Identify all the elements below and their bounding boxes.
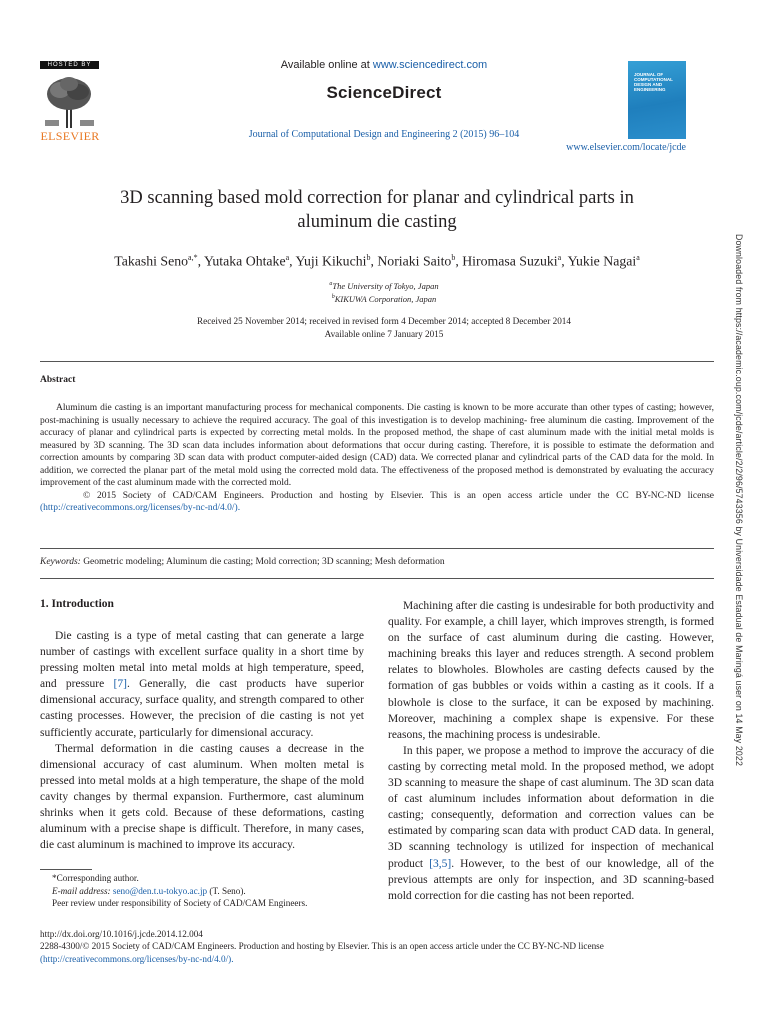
title-line-2: aluminum die casting — [297, 212, 457, 232]
author-affiliation-mark: a — [636, 253, 640, 262]
author-name[interactable]: Yukie Nagai — [567, 253, 637, 269]
copyright-text: © 2015 Society of CAD/CAM Engineers. Production and hosting by Elsevier. This is an open access article under the CC BY-NC-ND license — [83, 490, 715, 501]
affiliation-b — [0, 294, 768, 304]
author-list: Takashi Seno$^{a,*}$, Yutaka Ohtake$^a$, Yuji Kikuchi$^b$, Noriaki Saito$^b$, Hiromasa Suzuki$^a$, Yukie Nagai$^a$ — [114, 253, 640, 269]
divider-keywords — [40, 578, 714, 579]
paragraph — [388, 743, 714, 904]
reference-link[interactable]: [3,5] — [429, 857, 452, 870]
affiliation-text: The University of Tokyo, Japan — [332, 281, 439, 291]
author-affiliation-mark: a — [285, 253, 290, 262]
author-name[interactable]: Hiromasa Suzuki — [462, 253, 558, 269]
section-heading-introduction: 1. Introduction — [40, 598, 114, 610]
publisher-wordmark: ELSEVIER — [40, 129, 100, 143]
journal-citation: Journal of Computational Design and Engineering 2 (2015) 96–104 — [248, 129, 520, 140]
title-line-1: 3D scanning based mold correction for planar and cylindrical parts in — [120, 188, 634, 208]
text: In this paper, we propose a method to improve the accuracy of die casting by correcting metal mold. In the proposed method, we adopt 3D scanning to measure the shape of cast aluminum. The 3D scan data of cast aluminum includes information about deformation in die casting; consequently, deformation and correction values can be estimated by comparing scan data with product CAD data. In general, 3D scanning technology is utilized for inspection of mechanical product — [388, 744, 714, 870]
license-link[interactable]: (http://creativecommons.org/licenses/by-nc-nd/4.0/). — [40, 503, 241, 513]
download-watermark — [730, 200, 748, 800]
keywords — [40, 557, 714, 567]
article-title — [40, 186, 714, 234]
affiliation-mark: a — [329, 281, 333, 288]
affiliation-text: KIKUWA Corporation, Japan — [334, 294, 437, 304]
text: . Generally, die cast products have superior dimensional accuracy, surface quality, and strength compared to other casting processes. However, the precision of die casting is not yet sufficiently accurate, particularly for dimensional accuracy. — [40, 678, 364, 739]
divider-abstract — [40, 548, 714, 549]
download-watermark-text: Downloaded from https://academic.oup.com/jcde/article/2/2/96/5743356 by Universidade Estadual de Maringá user on 14 May 2022 — [734, 233, 744, 767]
reference-link[interactable]: [7] — [113, 678, 127, 691]
email-owner: (T. Seno). — [207, 885, 246, 896]
email-note — [40, 885, 370, 898]
left-column — [40, 628, 364, 853]
abstract-heading: Abstract — [40, 375, 76, 385]
journal-homepage-link[interactable]: www.elsevier.com/locate/jcde — [566, 142, 686, 153]
author-name[interactable]: Yuji Kikuchi — [295, 253, 367, 269]
journal-cover-title: JOURNAL OF COMPUTATIONAL DESIGN AND ENGINEERING — [634, 72, 673, 92]
abstract-body — [40, 402, 714, 515]
paragraph: Thermal deformation in die casting causes a decrease in the dimensional accuracy of cast aluminum. When molten metal is pressed into metal molds at a high temperature, the shape of the mold cavity changes by thermal expansion. Furthermore, cast aluminum shrinks when it gets cold. Because of these deformations, casting aluminum with a precise shape is difficult. Therefore, in many cases, die cast aluminum is machined to improve its accuracy. — [40, 742, 364, 852]
hosted-by-badge: HOSTED BY — [40, 61, 99, 69]
bottom-license-link[interactable]: (http://creativecommons.org/licenses/by-nc-nd/4.0/). — [40, 953, 234, 964]
received-dates: Received 25 November 2014; received in revised form 4 December 2014; accepted 8 December 2014 — [197, 316, 571, 326]
keywords-list: Geometric modeling; Aluminum die casting; Mold correction; 3D scanning; Mesh deformation — [83, 557, 445, 567]
paragraph: Machining after die casting is undesirable for both productivity and quality. For example, a chill layer, which improves strength, is formed on the surface of cast aluminum during die casting. However, machining breaks this layer and reduces strength. A second problem relates to blowholes. Blowholes are casting defects caused by the formation of gas bubbles or voids within a casting as it cools. If a blowhole is close to the surface, it can be exposed by machining. Moreover, machining a complex shape is expensive. For these reasons, the machining process is undesirable. — [388, 600, 714, 741]
sciencedirect-link[interactable]: www.sciencedirect.com — [372, 59, 488, 71]
author-affiliation-mark: a,* — [188, 253, 198, 262]
author-name[interactable]: Takashi Seno — [114, 253, 189, 269]
peer-review-note: Peer review under responsibility of Society of CAD/CAM Engineers. — [52, 898, 308, 908]
author-name[interactable]: Noriaki Saito — [377, 253, 452, 269]
sciencedirect-logo: ScienceDirect — [326, 83, 442, 102]
paragraph — [40, 628, 364, 741]
footnotes — [40, 872, 370, 910]
author-affiliation-mark: a — [557, 253, 562, 262]
bottom-metadata — [40, 928, 720, 965]
abstract-text: Aluminum die casting is an important manufacturing process for mechanical components. Die casting is known to be more accurate than other types of casting; however, post-machining is usually necessary to achieve the required accuracy. The goal of this investigation is to develop machining- free aluminum die casting. Improvement of the accuracy of planar and cylindrical parts is expected by correcting metal molds. In the proposed method, the shape of cast aluminum made with the initial metal molds is measured by 3D scanning. The 3D scan data includes information about deformations that occur during casting. Therefore, it is possible to estimate the deformation and correction amounts by comparing 3D scan data with product computer-aided design (CAD) data. We corrected planar and cylindrical parts of the CAD data for the mold. In addition, we corrected the planar part of the metal mold using the corrected mold data. The effectiveness of the proposed method is demonstrated by evaluating the accuracy improvement of the cast aluminum made with the corrected mold. — [40, 403, 714, 488]
available-online-date: Available online 7 January 2015 — [324, 329, 444, 339]
keywords-label: Keywords: — [40, 557, 81, 567]
text: . However, to the best of our knowledge, all of the previous attempts are only for inspection, and 3D scanning-based mold correction for die casting has not been reported. — [388, 857, 714, 902]
issn-line: 2288-4300/© 2015 Society of CAD/CAM Engineers. Production and hosting by Elsevier. This is an open access article under the CC BY-NC-ND license — [40, 941, 604, 952]
affiliation-mark: b — [331, 294, 335, 301]
available-prefix: Available online at — [280, 59, 373, 71]
text: Die casting is a type of metal casting that can generate a large number of castings with excellent surface quality in a short time by pressing molten metal into metal molds at high temperature, speed, and pressure — [40, 630, 364, 691]
abstract-copyright — [40, 490, 714, 515]
right-column — [388, 598, 714, 904]
author-name[interactable]: Yutaka Ohtake — [203, 253, 286, 269]
author-affiliation-mark: b — [366, 253, 371, 262]
corresponding-author-note: *Corresponding author. — [52, 873, 139, 883]
doi-link[interactable]: http://dx.doi.org/10.1016/j.jcde.2014.12.004 — [40, 929, 203, 939]
author-affiliation-mark: b — [451, 253, 456, 262]
email-link[interactable]: seno@den.t.u-tokyo.ac.jp — [112, 885, 208, 896]
email-label: E-mail address: — [52, 885, 113, 896]
affiliation-a — [0, 281, 768, 291]
divider-top — [40, 361, 714, 362]
footnote-rule — [40, 869, 92, 870]
